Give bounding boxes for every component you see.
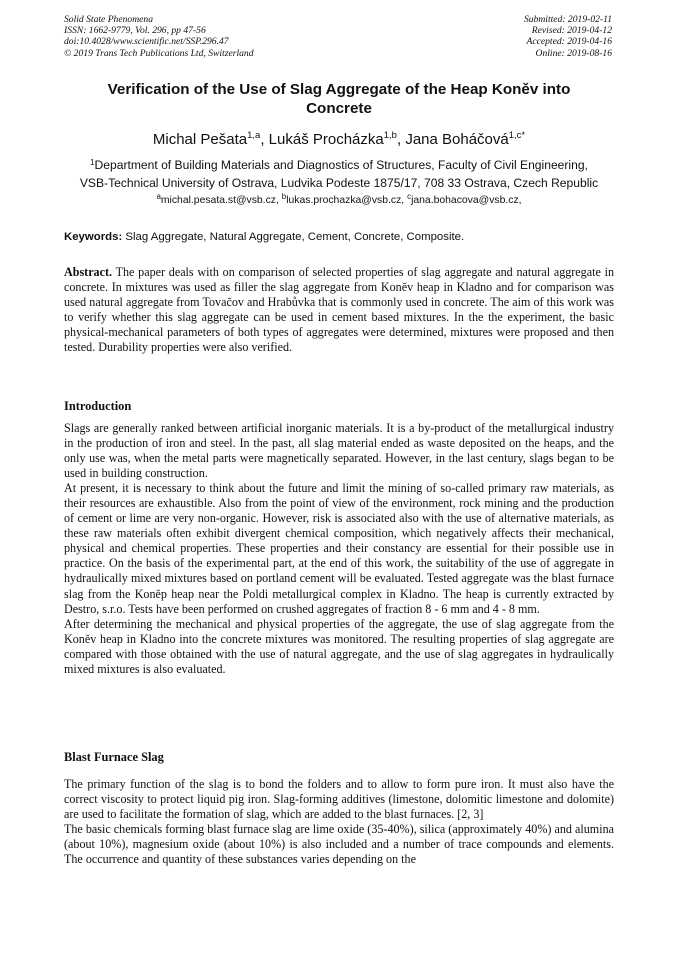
- affiliation-line-1: [60, 157, 618, 175]
- author-2-name: Lukáš Procházka: [268, 131, 384, 148]
- abstract-label: Abstract.: [64, 265, 113, 279]
- abstract: [64, 265, 614, 355]
- submission-dates: [524, 14, 612, 59]
- copyright-line: © 2019 Trans Tech Publications Ltd, Switzerland: [64, 47, 254, 59]
- author-1-sup: 1,a: [247, 130, 261, 141]
- intro-paragraph-3: After determining the mechanical and physical properties of the aggregate, the use of slag aggregate from the Koněv heap in Kladno into the concrete mixtures was monitored. The resulting properties of slag aggregate are compared with those obtained with the use of natural aggregate, and the use of slag aggregates in hydraulically mixed mixtures is also evaluated.: [64, 616, 614, 676]
- author-list: [64, 131, 614, 149]
- intro-paragraph-1: Slags are generally ranked between artificial inorganic materials. It is a by-product of the metallurgical industry in the production of iron and steel. In the past, all slag material ended as waste deposited on the heaps, and the only use was, when the metal parts were magnetically separated. However, in the last century, slags began to be used in building construction.: [64, 421, 614, 481]
- submitted-date: Submitted: 2019-02-11: [523, 14, 612, 25]
- email-b[interactable]: lukas.prochazka@vsb.cz,: [286, 195, 408, 206]
- paper-title: [64, 80, 614, 118]
- affiliation-line-2: VSB-Technical University of Ostrava, Ludvika Podeste 1875/17, 708 33 Ostrava, Czech Republic: [79, 175, 599, 190]
- email-c-sup: c: [407, 192, 412, 201]
- blast-paragraph-1: The primary function of the slag is to bond the folders and to allow to form pure iron. It must also have the correct viscosity to protect liquid pig iron. Slag-forming additives (limestone, dolomitic limestone and dolomite) are used to facilitate the formation of slag, which are added to the blast furnaces. [2, 3]: [64, 777, 614, 822]
- author-1-name: Michal Pešata: [152, 131, 248, 148]
- author-3-name: Jana Boháčová: [405, 131, 509, 148]
- title-line-1: Verification of the Use of Slag Aggregate of the Heap Koněv into: [107, 81, 571, 98]
- introduction-heading: Introduction: [64, 399, 132, 413]
- keywords-label: Keywords:: [64, 231, 123, 243]
- author-separator: ,: [396, 131, 406, 148]
- blast-furnace-heading: Blast Furnace Slag: [64, 750, 164, 764]
- affiliation-text-1: Department of Building Materials and Diagnostics of Structures, Faculty of Civil Engineering,: [94, 158, 588, 172]
- author-emails: [64, 194, 614, 207]
- issn-line: ISSN: 1662-9779, Vol. 296, pp 47-56: [64, 25, 206, 37]
- email-a[interactable]: michal.pesata.st@vsb.cz,: [160, 195, 282, 206]
- abstract-text: The paper deals with on comparison of selected properties of slag aggregate and natural aggregate in concrete. In mixtures was used as filler the slag aggregate from Koněv heap in Kladno and for comparison was used natural aggregate from Tovačov and Hrabůvka that is commonly used in concrete. The aim of this work was to verify whether this slag aggregate can be used in cement based mixtures. In the the experiment, the basic physical-mechanical parameters of both types of aggregates were determined, mixtures were proposed and then tested. Durability properties were also verified.: [64, 265, 614, 355]
- keywords-text: Slag Aggregate, Natural Aggregate, Cement, Concrete, Composite.: [122, 231, 465, 243]
- journal-info: [64, 14, 254, 59]
- author-2-sup: 1,b: [383, 130, 397, 141]
- keywords: [64, 230, 616, 245]
- blast-furnace-body: [64, 777, 614, 867]
- author-3-sup: 1,c*: [508, 130, 526, 141]
- blast-paragraph-2: The basic chemicals forming blast furnace slag are lime oxide (35-40%), silica (approximately 40%) and alumina (about 10%), magnesium oxide (about 10%) is also included and a number of trace compounds and elements. The occurrence and quantity of these substances varies depending on the: [64, 822, 614, 867]
- accepted-date: Accepted: 2019-04-16: [526, 36, 612, 48]
- introduction-body: [64, 421, 614, 677]
- email-a-sup: a: [156, 192, 161, 201]
- author-separator: ,: [260, 131, 269, 148]
- journal-name: Solid State Phenomena: [64, 14, 153, 25]
- revised-date: Revised: 2019-04-12: [531, 25, 612, 37]
- email-c[interactable]: jana.bohacova@vsb.cz,: [411, 195, 522, 206]
- title-line-2: Concrete: [306, 100, 372, 117]
- email-b-sup: b: [281, 192, 287, 201]
- intro-paragraph-2: At present, it is necessary to think about the future and limit the mining of so-called primary raw materials, as their resources are exhaustible. Also from the point of view of the environment, rock mining and the production of cement or lime are very non-organic. However, risk is associated also with the use of alternative materials, as these raw materials often exhibit divergent chemical composition, which negatively affects their mechanical, physical and chemical properties. These properties and their constancy are essential for their possible use in practice. On the basis of the experimental part, at the end of this work, the suitability of the use of aggregate in hydraulically mixed mixtures based on portland cement will be evaluated. Tested aggregate was the blast furnace slag from the Koněp heap near the Poldi metallurgical complex in Kladno. The heap is currently extracted by Destro, s.r.o. Tests have been performed on crushed aggregates of fraction 8 - 6 mm and 4 - 8 mm.: [64, 481, 614, 616]
- doi-line: doi:10.4028/www.scientific.net/SSP.296.47: [64, 36, 229, 48]
- affiliation-sup: 1: [90, 158, 95, 167]
- affiliation: [60, 157, 618, 192]
- online-date: Online: 2019-08-16: [535, 47, 612, 59]
